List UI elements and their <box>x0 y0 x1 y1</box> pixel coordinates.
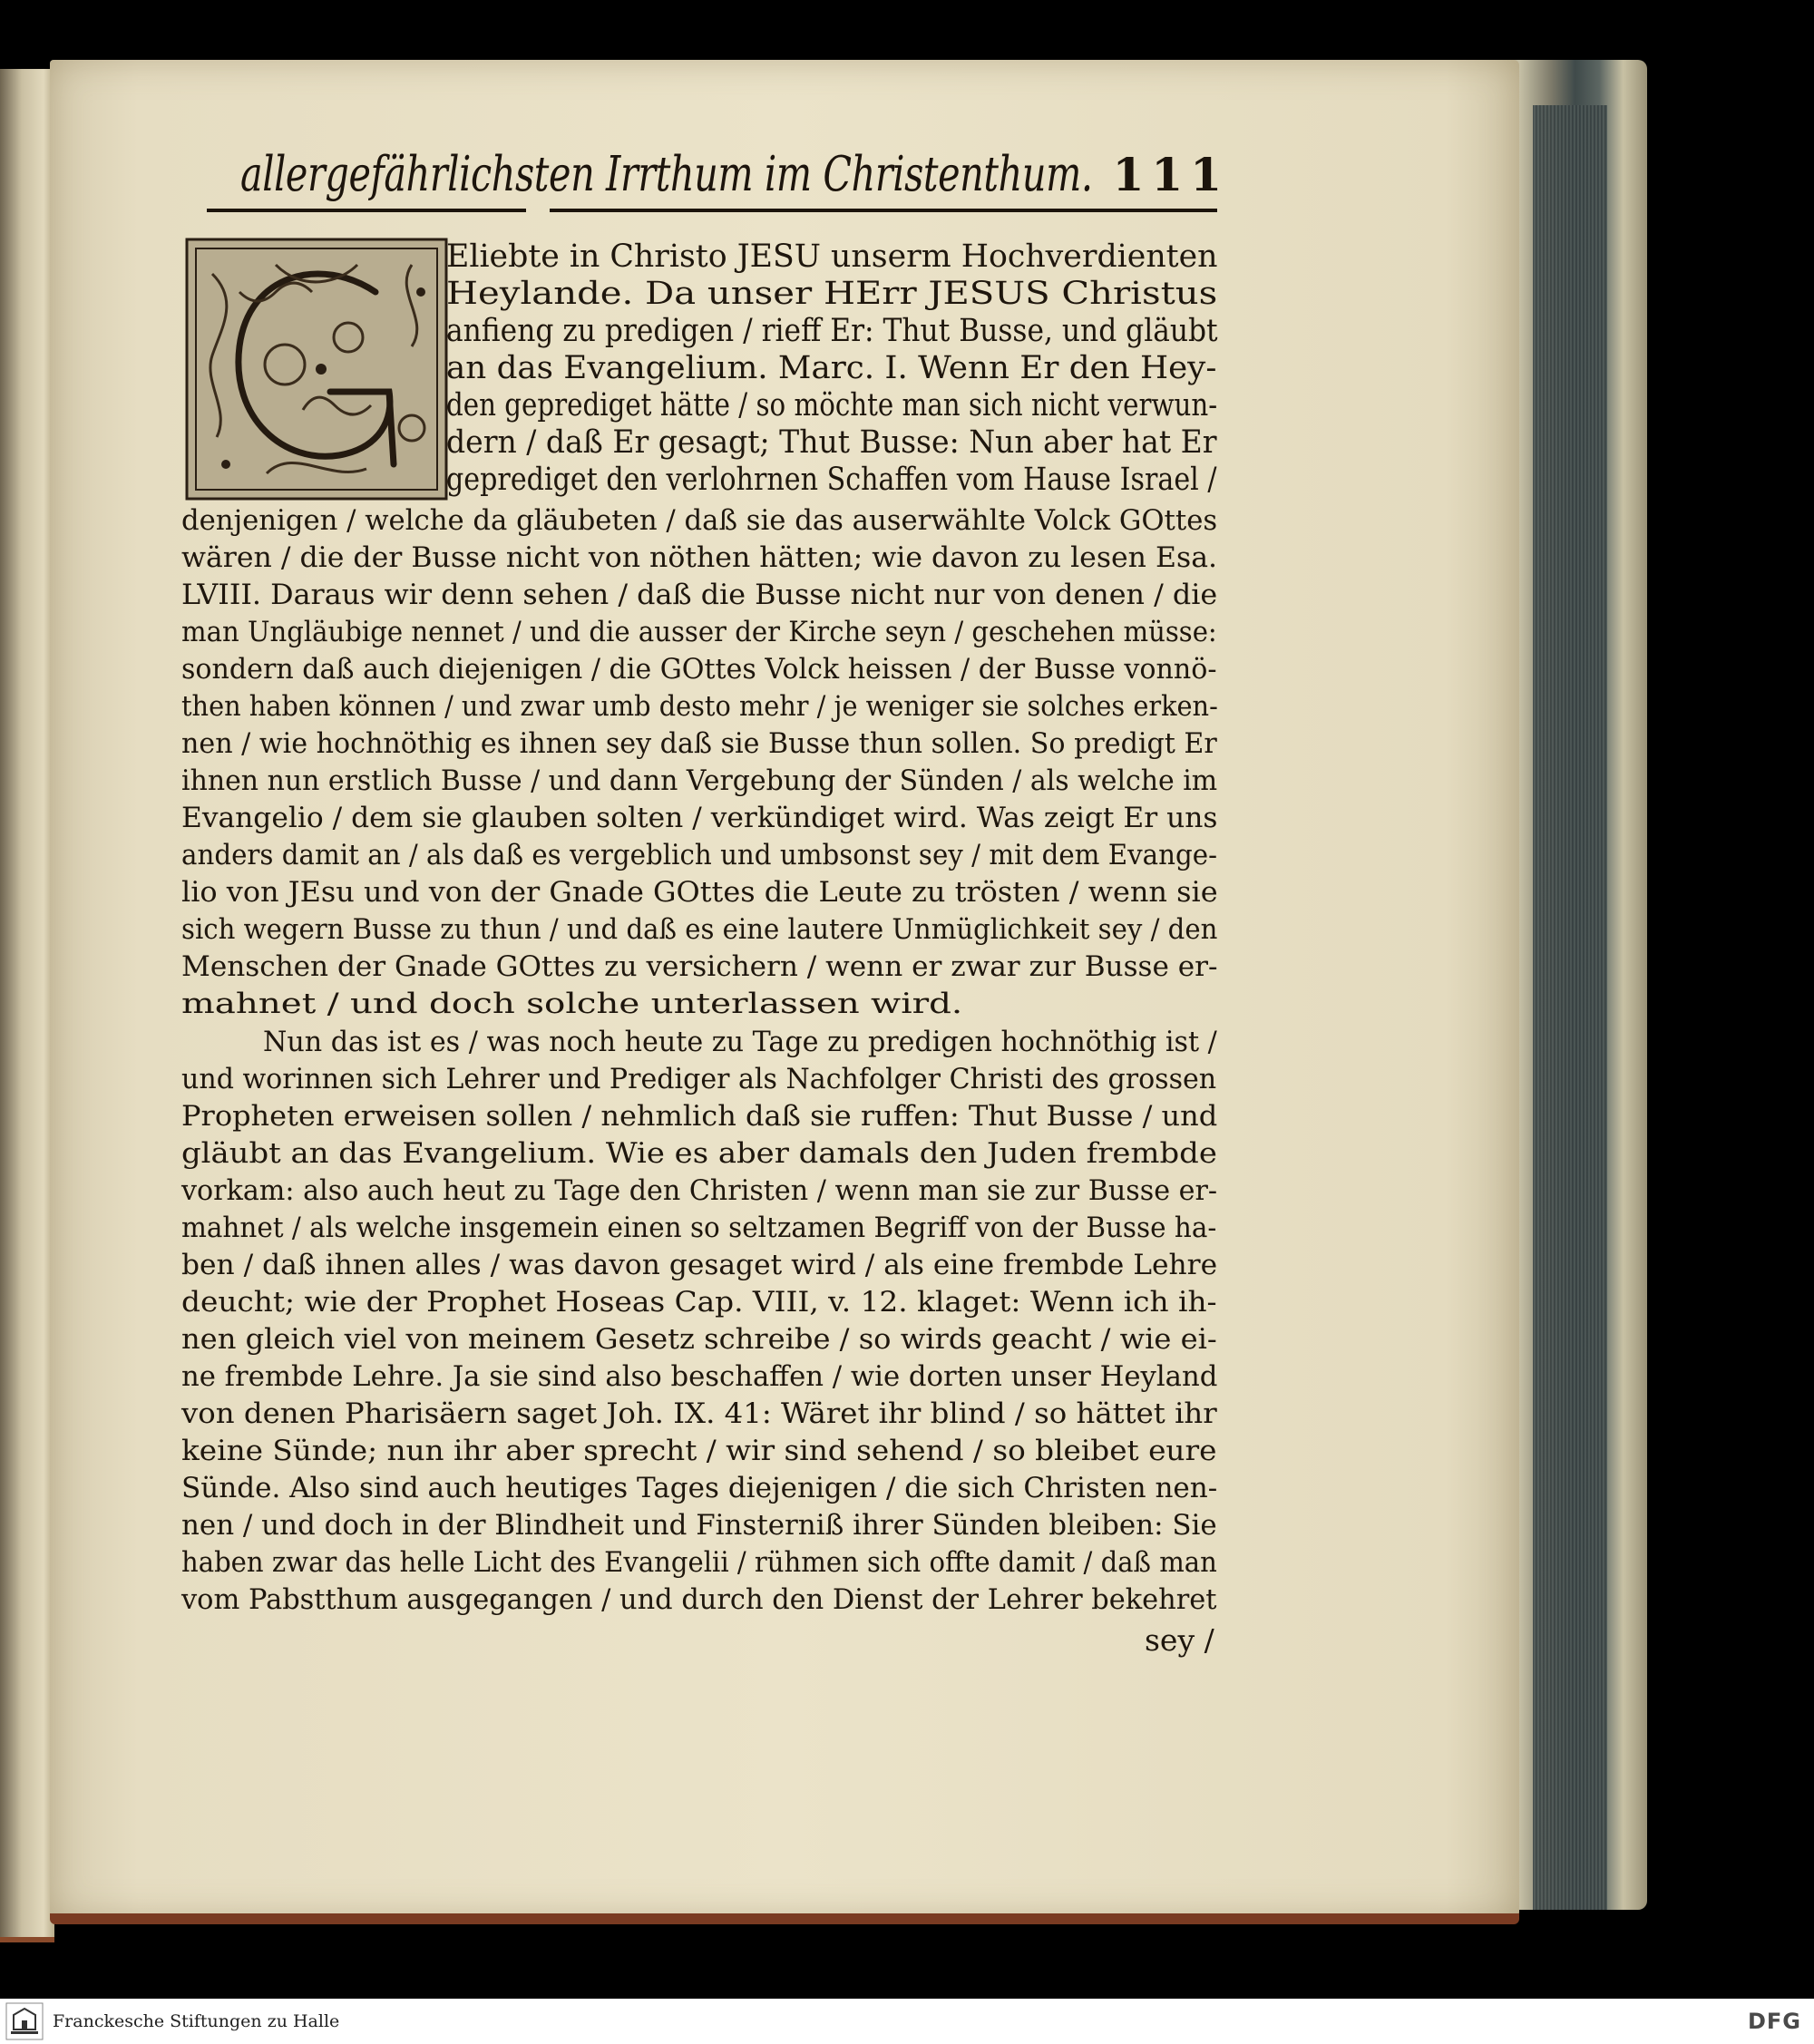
text-line: anders damit an / als daß es vergeblich und umbsonst sey / mit dem Evange- <box>181 839 1218 871</box>
text-line: sondern daß auch diejenigen / die GOttes Volck heissen / der Busse vonnö- <box>181 653 1217 686</box>
running-title: allergefährlichsten Irrthum im Christenthum. <box>240 147 1093 202</box>
text-line: Nun das ist es / was noch heute zu Tage zu predigen hochnöthig ist / <box>263 1026 1217 1058</box>
text-line: denjenigen / welche da gläubeten / daß sie das auserwählte Volck GOttes <box>181 504 1218 537</box>
text-line: mahnet / und doch solche unterlassen wird. <box>181 988 963 1020</box>
text-line: mahnet / als welche insgemein einen so seltzamen Begriff von der Busse ha- <box>181 1212 1217 1244</box>
text-line: geprediget den verlohrnen Schaffen vom Hause Israel / <box>446 462 1217 498</box>
binding-edge <box>50 1913 1519 1924</box>
text-line: anfieng zu predigen / rieff Er: Thut Busse, und gläubt <box>446 313 1218 349</box>
text-line: und worinnen sich Lehrer und Prediger als Nachfolger Christi des grossen <box>181 1063 1217 1095</box>
text-line: then haben können / und zwar umb desto mehr / je weniger sie solches erken- <box>181 690 1218 723</box>
text-line: wären / die der Busse nicht von nöthen hätten; wie davon zu lesen Esa. <box>181 541 1218 574</box>
text-line: Propheten erweisen sollen / nehmlich daß sie ruffen: Thut Busse / und <box>181 1100 1218 1133</box>
text-line: lio von JEsu und von der Gnade GOttes die Leute zu trösten / wenn sie <box>181 876 1218 909</box>
running-header <box>240 143 1229 207</box>
text-line: deucht; wie der Prophet Hoseas Cap. VIII, v. 12. klaget: Wenn ich ih- <box>181 1286 1217 1319</box>
header-rule-right <box>550 209 1217 212</box>
dfg-logo: DFG <box>1747 2009 1801 2034</box>
text-line: keine Sünde; nun ihr aber sprecht / wir sind sehend / so bleibet eure <box>181 1435 1217 1467</box>
text-line: ne frembde Lehre. Ja sie sind also beschaffen / wie dorten unser Heyland <box>181 1360 1218 1393</box>
text-line: Eliebte in Christo JESU unserm Hochverdienten <box>446 238 1218 275</box>
viewer-footer-bar <box>0 1999 1814 2044</box>
text-line: LVIII. Daraus wir denn sehen / daß die Busse nicht nur von denen / die <box>181 579 1218 611</box>
page-number: 111 <box>1112 148 1229 201</box>
institution-logo-icon <box>5 2002 44 2040</box>
header-rule-left <box>207 209 526 212</box>
text-line: Heylande. Da unser HErr JESUS Christus <box>446 276 1218 312</box>
text-line: nen / und doch in der Blindheit und Finsterniß ihrer Sünden bleiben: Sie <box>181 1509 1217 1542</box>
text-line: ben / daß ihnen alles / was davon gesaget wird / als eine frembde Lehre <box>181 1249 1218 1281</box>
text-line: vom Pabstthum ausgegangen / und durch den Dienst der Lehrer bekehret <box>181 1583 1217 1616</box>
left-page-edge <box>0 69 54 1942</box>
text-line: dern / daß Er gesagt; Thut Busse: Nun aber hat Er <box>446 424 1217 461</box>
text-line: Menschen der Gnade GOttes zu versichern / wenn er zwar zur Busse er- <box>181 950 1218 983</box>
decorated-initial-g-icon <box>185 238 448 501</box>
text-line: Sünde. Also sind auch heutiges Tages diejenigen / die sich Christen nen- <box>181 1472 1218 1504</box>
text-line: von denen Pharisäern saget Joh. IX. 41: Wäret ihr blind / so hättet ihr <box>181 1397 1217 1430</box>
text-line: an das Evangelium. Marc. I. Wenn Er den Hey- <box>446 350 1217 386</box>
text-line: ihnen nun erstlich Busse / und dann Vergebung der Sünden / als welche im <box>181 764 1218 797</box>
text-line: vorkam: also auch heut zu Tage den Christen / wenn man sie zur Busse er- <box>181 1174 1218 1207</box>
text-line: den geprediget hätte / so möchte man sich nicht verwun- <box>446 387 1218 423</box>
text-line: man Ungläubige nennet / und die ausser der Kirche seyn / geschehen müsse: <box>181 616 1217 648</box>
institution-name: Franckesche Stiftungen zu Halle <box>53 2011 340 2031</box>
text-line: Evangelio / dem sie glauben solten / verkündiget wird. Was zeigt Er uns <box>181 802 1218 834</box>
catchword: sey / <box>1145 1622 1214 1658</box>
text-line: nen gleich viel von meinem Gesetz schreibe / so wirds geacht / wie ei- <box>181 1323 1217 1356</box>
text-line: haben zwar das helle Licht des Evangelii / rühmen sich offte damit / daß man <box>181 1546 1217 1579</box>
text-line: sich wegern Busse zu thun / und daß es eine lautere Unmüglichkeit sey / den <box>181 913 1218 946</box>
text-line: gläubt an das Evangelium. Wie es aber damals den Juden frembde <box>181 1137 1217 1170</box>
text-line: nen / wie hochnöthig es ihnen sey daß sie Busse thun sollen. So predigt Er <box>181 727 1217 760</box>
